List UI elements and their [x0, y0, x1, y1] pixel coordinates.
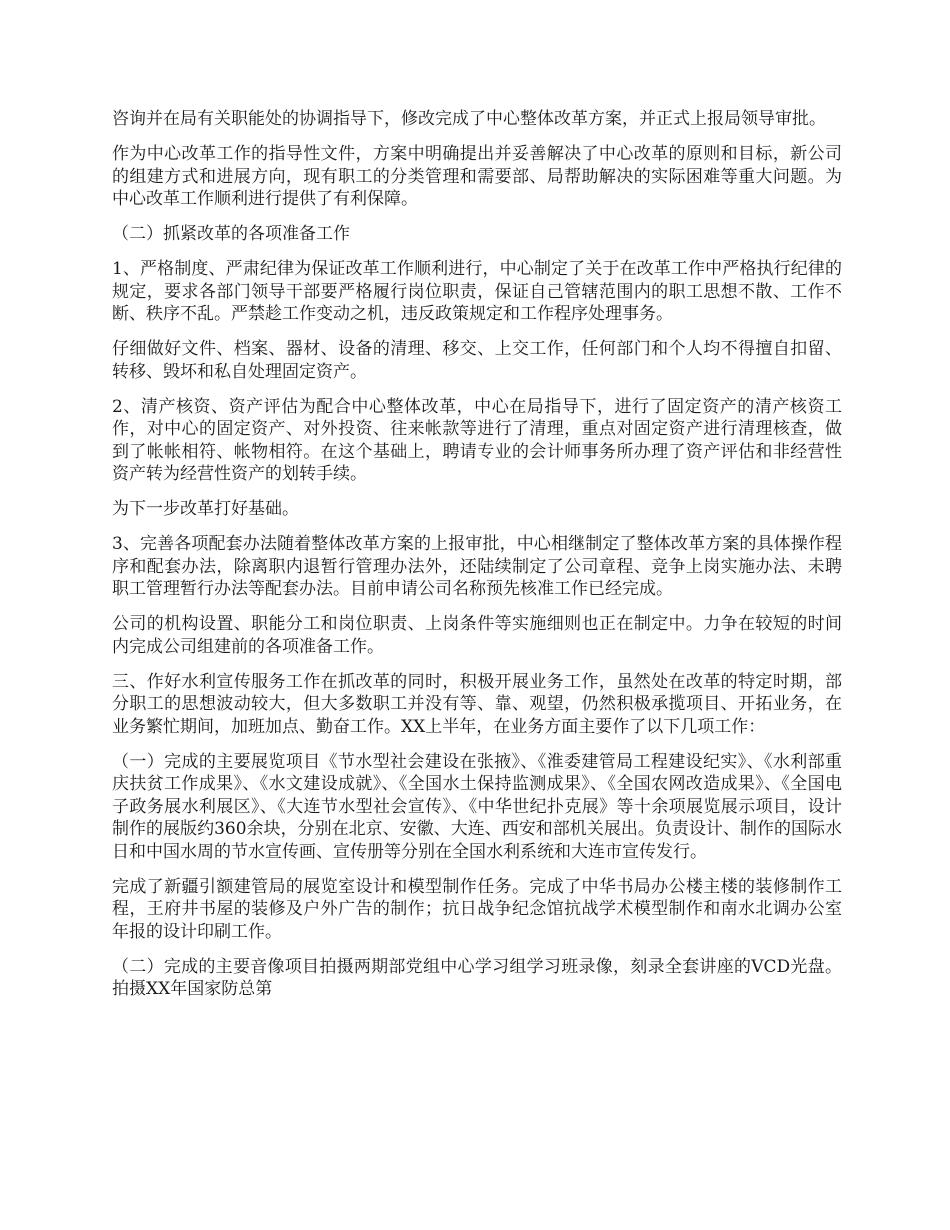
paragraph-6: 为下一步改革打好基础。 [112, 499, 299, 519]
paragraph-9: 三、作好水利宣传服务工作在抓改革的同时，积极开展业务工作，虽然处在改革的特定时期，部分职工的思想波动较大，但大多数职工并没有等、靠、观望，仍然积极承揽项目、开拓业务，在业务繁忙期间，加班加点、勤奋工作。XX上半年，在业务方面主要作了以下几项工作： [112, 671, 842, 737]
paragraph-10: （一）完成的主要展览项目《节水型社会建设在张掖》、《淮委建管局工程建设纪实》、《水利部重庆扶贫工作成果》、《水文建设成就》、《全国水土保持监测成果》、《全国农网改造成果》、《全国电子政务展水利展区》、《大连节水型社会宣传》、《中华世纪扑克展》等十余项展览展示项目，设计制作的展版约360余块，分别在北京、安徽、大连、西安和部机关展出。负责设计、制作的国际水日和中国水周的节水宣传画、宣传册等分别在全国水利系统和大连市宣传发行。 [112, 751, 842, 862]
paragraph-12: （二）完成的主要音像项目拍摄两期部党组中心学习组学习班录像，刻录全套讲座的VCD光盘。拍摄XX年国家防总第 [112, 956, 842, 999]
paragraph-2: 作为中心改革工作的指导性文件，方案中明确提出并妥善解决了中心改革的原则和目标，新公司的组建方式和进展方向，现有职工的分类管理和需要部、局帮助解决的实际困难等重大问题。为中心改革工作顺利进行提供了有利保障。 [112, 144, 842, 209]
paragraph-5: 2、清产核资、资产评估为配合中心整体改革，中心在局指导下，进行了固定资产的清产核资工作，对中心的固定资产、对外投资、往来帐款等进行了清理，重点对固定资产进行清理核查，做到了帐帐相符、帐物相符。在这个基础上，聘请专业的会计师事务所办理了资产评估和非经营性资产转为经营性资产的划转手续。 [112, 396, 842, 484]
document-body [112, 108, 842, 1013]
paragraph-7: 3、完善各项配套办法随着整体改革方案的上报审批，中心相继制定了整体改革方案的具体操作程序和配套办法，除离职内退暂行管理办法外，还陆续制定了公司章程、竞争上岗实施办法、未聘职工管理暂行办法等配套办法。目前申请公司名称预先核准工作已经完成。 [112, 534, 842, 599]
paragraph-1: 咨询并在局有关职能处的协调指导下，修改完成了中心整体改革方案，并正式上报局领导审批。 [112, 109, 826, 129]
section-heading: （二）抓紧改革的各项准备工作 [112, 224, 350, 244]
paragraph-3: 1、严格制度、严肃纪律为保证改革工作顺利进行，中心制定了关于在改革工作中严格执行纪律的规定，要求各部门领导干部要严格履行岗位职责，保证自己管辖范围内的职工思想不散、工作不断、秩序不乱。严禁趁工作变动之机，违反政策规定和工作程序处理事务。 [112, 259, 842, 324]
paragraph-11: 完成了新疆引额建管局的展览室设计和模型制作任务。完成了中华书局办公楼主楼的装修制作工程，王府井书屋的装修及户外广告的制作；抗日战争纪念馆抗战学术模型制作和南水北调办公室年报的设计印刷工作。 [112, 876, 842, 942]
paragraph-4: 仔细做好文件、档案、器材、设备的清理、移交、上交工作，任何部门和个人均不得擅自扣留、转移、毁坏和私自处理固定资产。 [112, 339, 842, 382]
paragraph-8: 公司的机构设置、职能分工和岗位职责、上岗条件等实施细则也正在制定中。力争在较短的时间内完成公司组建前的各项准备工作。 [112, 614, 842, 657]
